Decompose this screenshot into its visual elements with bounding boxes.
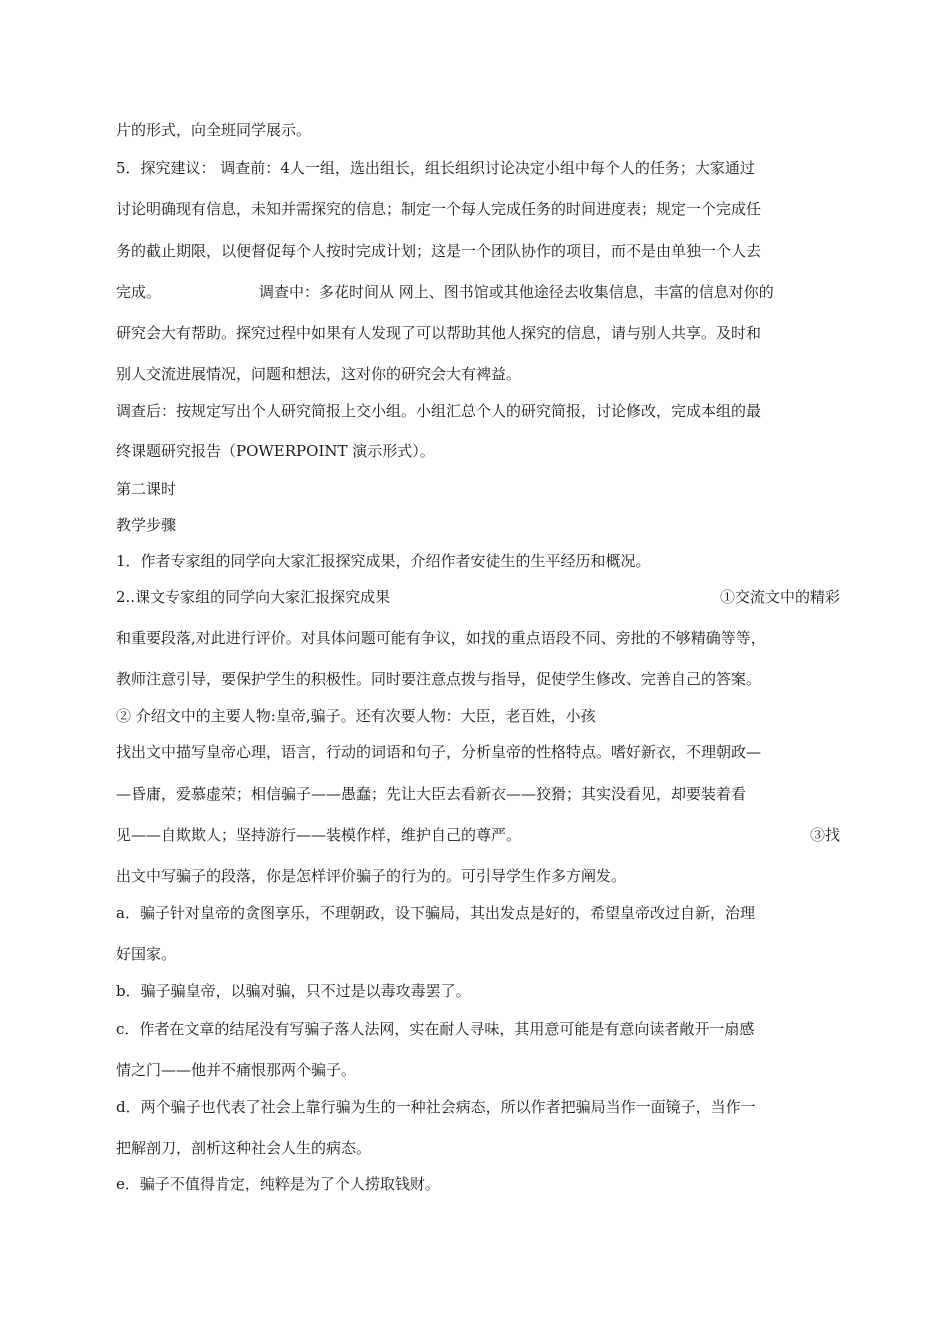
text-line: 教师注意引导，要保护学生的积极性。同时要注意点拨与指导，促使学生修改、完善自己的答案。	[116, 670, 762, 688]
text-line: 别人交流进展情况，问题和想法，这对你的研究会大有裨益。	[116, 365, 522, 383]
text-line	[116, 282, 840, 302]
section-heading: 第二课时	[116, 480, 177, 498]
text-line: 情之门——他并不痛恨那两个骗子。	[116, 1061, 357, 1079]
text-line: 调查后：按规定写出个人研究简报上交小组。小组汇总个人的研究简报，讨论修改，完成本组的最	[116, 402, 762, 420]
text-fragment: ③找	[809, 826, 840, 844]
text-fragment: 见——自欺欺人；坚持游行——装模作样，维护自己的尊严。	[116, 826, 522, 844]
text-line	[116, 825, 840, 845]
text-line: 出文中写骗子的段落，你是怎样评价骗子的行为的。可引导学生作多方阐发。	[116, 867, 627, 885]
text-line: 务的截止期限，以便督促每个人按时完成计划；这是一个团队协作的项目，而不是由单独一个人去	[116, 242, 762, 260]
text-line: 讨论明确现有信息，未知并需探究的信息；制定一个每人完成任务的时间进度表；规定一个完成任	[116, 200, 762, 218]
text-fragment: 调查中：多花时间从 网上、图书馆或其他途径去收集信息，丰富的信息对你的	[259, 283, 774, 301]
text-line: 5．探究建议： 调查前：4人一组，选出组长，组长组织讨论决定小组中每个人的任务；大家通过	[116, 159, 755, 177]
text-fragment: 2..课文专家组的同学向大家汇报探究成果	[116, 588, 391, 606]
text-fragment: 完成。	[116, 283, 162, 301]
text-line: 好国家。	[116, 945, 177, 963]
text-line: 和重要段落,对此进行评价。对具体问题可能有争议，如找的重点语段不同、旁批的不够精确等等，	[116, 629, 766, 647]
list-item: b．骗子骗皇帝，以骗对骗，只不过是以毒攻毒罢了。	[116, 982, 471, 1000]
list-item: d．两个骗子也代表了社会上靠行骗为生的一种社会病态，所以作者把骗局当作一面镜子，当作一	[116, 1098, 756, 1116]
list-item: e．骗子不值得肯定，纯粹是为了个人捞取钱财。	[116, 1175, 440, 1193]
section-heading: 教学步骤	[116, 516, 177, 534]
text-line: —昏庸，爱慕虚荣；相信骗子——愚蠢；先让大臣去看新衣——狡猾；其实没看见，却要装着看	[116, 785, 747, 803]
list-item: a．骗子针对皇帝的贪图享乐，不理朝政，设下骗局，其出发点是好的，希望皇帝改过自新，治理	[116, 904, 755, 922]
text-line: 找出文中描写皇帝心理，语言，行动的词语和句子，分析皇帝的性格特点。嗜好新衣，不理朝政—	[116, 743, 762, 761]
text-line: 1．作者专家组的同学向大家汇报探究成果，介绍作者安徒生的生平经历和概况。	[116, 552, 651, 570]
text-fragment: ①交流文中的精彩	[719, 588, 840, 606]
text-line: 终课题研究报告（POWERPOINT 演示形式）。	[116, 442, 435, 460]
text-line: 研究会大有帮助。探究过程中如果有人发现了可以帮助其他人探究的信息，请与别人共享。及时和	[116, 324, 762, 342]
text-line: ② 介绍文中的主要人物:皇帝,骗子。还有次要人物：大臣，老百姓，小孩	[116, 707, 596, 725]
list-item: c．作者在文章的结尾没有写骗子落人法网，实在耐人寻味，其用意可能是有意向读者敞开一扇感	[116, 1020, 755, 1038]
text-line: 把解剖刀，剖析这种社会人生的病态。	[116, 1139, 372, 1157]
text-line: 片的形式，向全班同学展示。	[116, 121, 312, 139]
text-line	[116, 587, 840, 607]
